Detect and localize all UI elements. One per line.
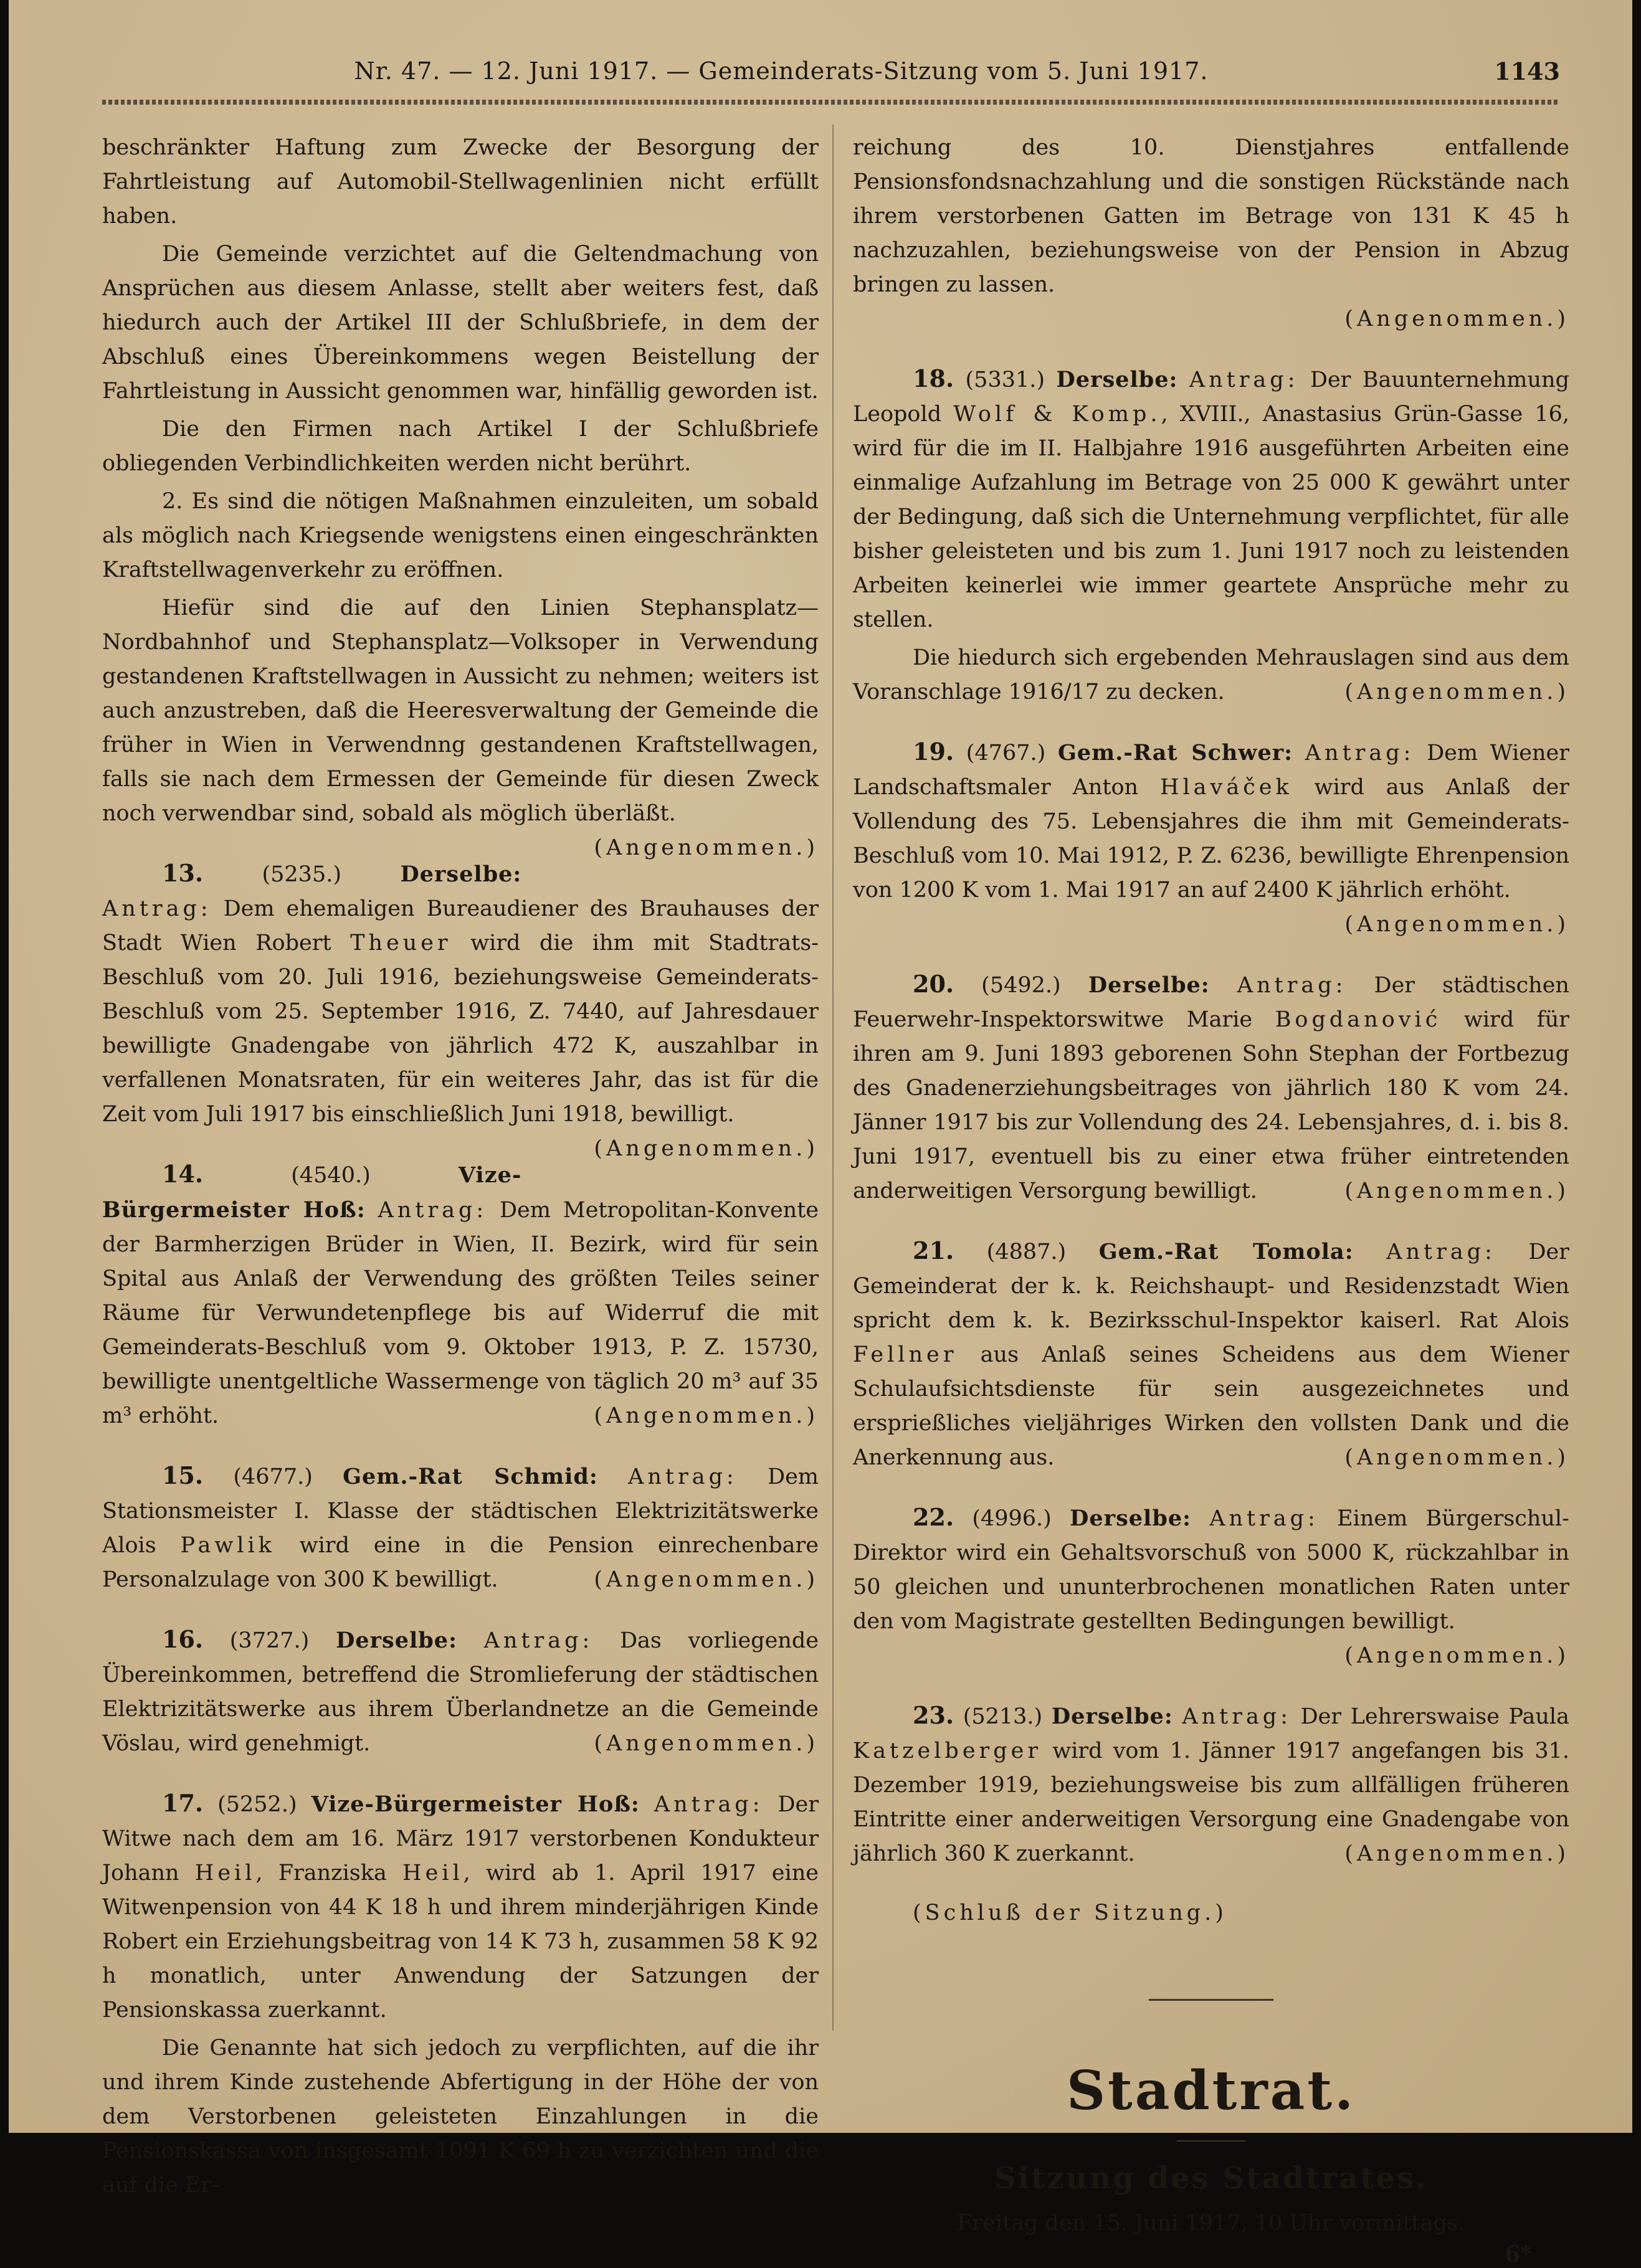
- item-19: [853, 734, 1569, 908]
- column-divider: [832, 125, 834, 2031]
- accepted-note: (Angenommen.): [594, 1731, 819, 1756]
- accepted-note: (Angenommen.): [594, 1403, 819, 1428]
- accepted-note: (Angenommen.): [1344, 306, 1569, 331]
- item-text: Dem ehemaligen Bureaudiener des Brauhauses der Stadt Wien Robert: [102, 896, 819, 956]
- item-ref: (5492.): [981, 973, 1061, 998]
- item-number: 18.: [913, 364, 954, 392]
- paragraph: [853, 641, 1569, 709]
- item-text: Dem Metropolitan-Konvente der Barmherzigen Brüder in Wien, II. Bezirk, wird für sein Spital aus Anlaß der Verwendung des größten Teiles seiner Räume für Verwundetenpflege bis auf Widerruf die mit Gemeinderats-Beschluß vom 9. Oktober 1913, P. Z. 15730, bewilligte unentgeltliche Wassermenge von täglich 20 m³ auf 35 m³ erhöht.: [102, 1198, 819, 1428]
- item-text: , wird ab 1. April 1917 eine Witwenpension von 44 K 18 h und ihrem minderjährigen Kinde Robert ein Erziehungsbeitrag von 14 K 73 h, zusammen 58 K 92 h monatlich, unter Anwendung der Satzungen der Pensionskassa zuerkannt.: [102, 1861, 819, 2023]
- item-speaker: Gem.-Rat Schwer:: [1057, 740, 1293, 766]
- paragraph: 2. Es sind die nötigen Maßnahmen einzuleiten, um sobald als möglich nach Kriegsende wenigstens einen eingeschränkten Kraftstellwagenverkehr zu eröffnen.: [102, 489, 819, 582]
- item-14: [102, 1157, 819, 1433]
- motion-label: Antrag:: [483, 1628, 594, 1653]
- item-text: wird eine in die Pension einrechenbare Personalzulage von 300 K bewilligt.: [102, 1533, 819, 1592]
- item-number: 19.: [913, 738, 954, 766]
- item-text: Dem Stationsmeister I. Klasse der städtischen Elektrizitätswerke Alois: [102, 1464, 819, 1558]
- accepted-note: (Angenommen.): [1344, 680, 1569, 705]
- item-21: [853, 1233, 1569, 1475]
- item-number: 15.: [162, 1461, 204, 1489]
- item-18: [853, 361, 1569, 637]
- item-text: , Franziska: [255, 1861, 387, 1886]
- item-speaker: Derselbe:: [1088, 972, 1210, 998]
- paragraph-text: Hiefür sind die auf den Linien Stephansplatz—Nordbahnhof und Stephansplatz—Volksoper in Verwendung gestandenen Kraftstellwagen in Aussicht zu nehmen; weiters ist auch anzustreben, daß die Heeresverwaltung der Gemeinde die früher in Wien in Verwendnng gestandenen Kraftstellwagen, falls sie nach dem Ermessen der Gemeinde für diesen Zweck noch verwendbar sind, sobald als möglich überläßt.: [102, 595, 819, 826]
- motion-label: Antrag:: [378, 1198, 488, 1223]
- item-number: 20.: [913, 970, 954, 998]
- item-text: , XVIII., Anastasius Grün-Gasse 16, wird für die im II. Halbjahre 1916 ausgeführten Arbeiten eine einmalige Aufzahlung im Betrage von 25 000 K gewährt unter der Bedingung, daß sich die Unternehmung verpflichtet, für alle bisher geleisteten und bis zum 1. Juni 1917 noch zu leistenden Arbeiten keinerlei wie immer geartete Ansprüche mehr zu stellen.: [853, 402, 1569, 632]
- item-text: Der Gemeinderat der k. k. Reichshaupt- und Residenzstadt Wien spricht dem k. k. Bezirksschul-Inspektor kaiserl. Rat Alois: [853, 1240, 1569, 1333]
- section-date: Freitag den 15. Juni 1917, 10 Uhr vormittags.: [957, 2211, 1465, 2236]
- paragraph: beschränkter Haftung zum Zwecke der Besorgung der Fahrtleistung auf Automobil-Stellwagenlinien nicht erfüllt haben.: [102, 135, 819, 229]
- item-ref: (4887.): [986, 1240, 1067, 1264]
- item-text: Das vorliegende Übereinkommen, betreffend die Stromlieferung der städtischen Elektrizitätswerke aus ihrem Überlandnetze an die Gemeinde Vöslau, wird genehmigt.: [102, 1628, 819, 1756]
- section-title: Stadtrat.: [1066, 2059, 1356, 2122]
- accepted-note: (Angenommen.): [1344, 1643, 1569, 1668]
- motion-label: Antrag:: [1305, 741, 1415, 766]
- motion-label: Antrag:: [102, 896, 212, 921]
- item-number: 17.: [162, 1789, 204, 1817]
- item-ref: (5213.): [963, 1704, 1043, 1729]
- accepted-note: (Angenommen.): [594, 1567, 819, 1592]
- left-column: [102, 131, 819, 2203]
- item-speaker: Vize-Bürgermeister Hoß:: [102, 1162, 522, 1223]
- item-speaker: Derselbe:: [400, 861, 522, 887]
- item-text: Der städtischen Feuerwehr-Inspektorswitwe Marie: [853, 973, 1569, 1032]
- accepted-note: (Angenommen.): [1344, 1841, 1569, 1866]
- item-speaker: Gem.-Rat Schmid:: [343, 1464, 598, 1489]
- item-text: Der Witwe nach dem am 16. März 1917 verstorbenen Kondukteur Johann: [102, 1792, 819, 1886]
- item-speaker: Derselbe:: [335, 1628, 457, 1653]
- item-number: 23.: [913, 1701, 954, 1729]
- motion-label: Antrag:: [1386, 1240, 1496, 1264]
- paragraph: Die Genannte hat sich jedoch zu verpflichten, auf die ihr und ihrem Kinde zustehende Abfertigung in der Höhe der von dem Verstorbenen geleisteten Einzahlungen in die Pensionskassa von insgesamt 1091 K 69 h zu verzichten und die auf die Er-: [102, 2036, 819, 2198]
- item-text: wird vom 1. Jänner 1917 angefangen bis 31. Dezember 1919, beziehungsweise bis zum allfälligen früheren Eintritte einer anderweitigen Versorgung eine Gnadengabe von jährlich 360 K zuerkannt.: [853, 1739, 1569, 1866]
- item-ref: (5235.): [262, 862, 341, 887]
- item-speaker: Gem.-Rat Tomola:: [1098, 1239, 1354, 1264]
- paragraph: reichung des 10. Dienstjahres entfallende Pensionsfondsnachzahlung und die sonstigen Rückstände nach ihrem verstorbenen Gatten im Betrage von 131 K 45 h nachzuzahlen, beziehungsweise von der Pension in Abzug bringen zu lassen.: [853, 135, 1569, 297]
- paragraph-text: Die hiedurch sich ergebenden Mehrauslagen sind aus dem Voranschlage 1916/17 zu decken.: [853, 645, 1569, 705]
- accepted-note: (Angenommen.): [594, 835, 819, 860]
- header-rule: [102, 100, 1560, 105]
- item-ref: (4996.): [972, 1506, 1052, 1531]
- item-text: Dem Wiener Landschaftsmaler Anton: [853, 741, 1569, 800]
- session-closing: (Schluß der Sitzung.): [913, 1900, 1227, 1925]
- motion-label: Antrag:: [1182, 1704, 1292, 1729]
- motion-label: Antrag:: [1209, 1506, 1319, 1531]
- person-name: Pawlik: [180, 1533, 275, 1558]
- paragraph: [102, 591, 819, 860]
- page-header: [102, 55, 1560, 92]
- person-name: Bogdanović: [1275, 1007, 1442, 1032]
- item-text: wird aus Anlaß der Vollendung des 75. Lebensjahres die ihm mit Gemeinderats-Beschluß vom 10. Mai 1912, P. Z. 6236, bewilligte Ehrenpension von 1200 K vom 1. Mai 1917 an auf 2400 K jährlich erhöht.: [853, 775, 1569, 903]
- item-text: Der Lehrerswaise Paula: [1300, 1704, 1569, 1729]
- page-number: 1143: [1494, 57, 1560, 85]
- motion-label: Antrag:: [654, 1792, 764, 1817]
- item-speaker: Vize-Bürgermeister Hoß:: [311, 1791, 640, 1817]
- right-column: [853, 131, 1569, 2268]
- item-speaker: Derselbe:: [1056, 367, 1178, 392]
- motion-label: Antrag:: [1189, 368, 1299, 392]
- accepted-note: (Angenommen.): [594, 1136, 819, 1161]
- item-text: aus Anlaß seines Scheidens aus dem Wiener Schulaufsichtsdienste für sein ausgezeichnetes und ersprießliches vieljähriges Wirken den vollsten Dank und die Anerkennung aus.: [853, 1342, 1569, 1470]
- item-number: 16.: [162, 1625, 204, 1653]
- person-name: Heil: [402, 1861, 464, 1886]
- item-speaker: Derselbe:: [1070, 1506, 1192, 1531]
- person-name: Hlaváček: [1159, 775, 1293, 800]
- title-divider: [1177, 2140, 1245, 2142]
- item-speaker: Derselbe:: [1051, 1704, 1173, 1729]
- item-15: [102, 1458, 819, 1597]
- accepted-note: (Angenommen.): [1344, 912, 1569, 937]
- person-name: Heil: [194, 1861, 256, 1886]
- item-number: 13.: [162, 859, 204, 887]
- item-text: wird für ihren am 9. Juni 1893 geborenen Sohn Stephan der Fortbezug des Gnadenerziehungsbeitrages von jährlich 180 K vom 24. Jänner 1917 bis zur Vollendung des 24. Lebensjahres, d. i. bis 8. Juni 1917, eventuell bis zu einer etwa früher eintretenden anderweitigen Versorgung bewilligt.: [853, 1007, 1569, 1203]
- item-23: [853, 1698, 1569, 1871]
- company-name: Wolf & Komp.: [953, 402, 1161, 427]
- accepted-note: (Angenommen.): [1344, 1179, 1569, 1203]
- motion-label: Antrag:: [1237, 973, 1347, 998]
- item-number: 21.: [913, 1236, 954, 1264]
- item-ref: (4540.): [291, 1163, 371, 1188]
- item-ref: (5331.): [965, 368, 1045, 392]
- item-ref: (3727.): [229, 1628, 310, 1653]
- item-22: [853, 1500, 1569, 1639]
- item-text: Einem Bürgerschul-Direktor wird ein Gehaltsvorschuß von 5000 K, rückzahlbar in 50 gleichen und ununterbrochenen monatlichen Raten unter den vom Magistrate gestellten Bedingungen bewilligt.: [853, 1506, 1569, 1634]
- person-name: Fellner: [853, 1342, 958, 1367]
- motion-label: Antrag:: [628, 1464, 738, 1489]
- signature-mark: 6*: [1505, 2241, 1532, 2267]
- accepted-note: (Angenommen.): [1344, 1445, 1569, 1470]
- item-ref: (4767.): [966, 741, 1046, 766]
- item-ref: (4677.): [233, 1464, 313, 1489]
- item-number: 22.: [913, 1503, 954, 1531]
- section-subtitle: Sitzung des Stadtrates.: [994, 2161, 1428, 2196]
- item-13: [102, 856, 819, 1161]
- item-text: wird die ihm mit Stadtrats-Beschluß vom 20. Juli 1916, beziehungsweise Gemeinderats-Beschluß vom 25. September 1916, Z. 7440, auf Jahresdauer bewilligte Gnadengabe von jährlich 472 K, auszahlbar in verfallenen Monatsraten, für ein weiteres Jahr, das ist für die Zeit vom Juli 1917 bis einschließlich Juni 1918, bewilligt.: [102, 931, 819, 1127]
- item-16: [102, 1622, 819, 1761]
- section-divider: [1149, 1999, 1273, 2001]
- item-text: Der Bauunternehmung Leopold: [853, 368, 1569, 427]
- person-name: Theuer: [350, 931, 452, 956]
- paragraph: Die den Firmen nach Artikel I der Schlußbriefe obliegenden Verbindlichkeiten werden nicht berührt.: [102, 417, 819, 476]
- item-20: [853, 967, 1569, 1208]
- paragraph: Die Gemeinde verzichtet auf die Geltendmachung von Ansprüchen aus diesem Anlasse, stellt aber weiters fest, daß hiedurch auch der Artikel III der Schlußbriefe, in dem der Abschluß eines Übereinkommens wegen Beistellung der Fahrtleistung in Aussicht genommen war, hinfällig geworden ist.: [102, 242, 819, 404]
- item-17: [102, 1786, 819, 2028]
- item-number: 14.: [162, 1160, 204, 1188]
- header-title: Nr. 47. — 12. Juni 1917. — Gemeinderats-Sitzung vom 5. Juni 1917.: [354, 57, 1209, 85]
- newspaper-page: [9, 0, 1632, 2267]
- person-name: Katzelberger: [853, 1739, 1042, 1763]
- item-ref: (5252.): [217, 1792, 297, 1817]
